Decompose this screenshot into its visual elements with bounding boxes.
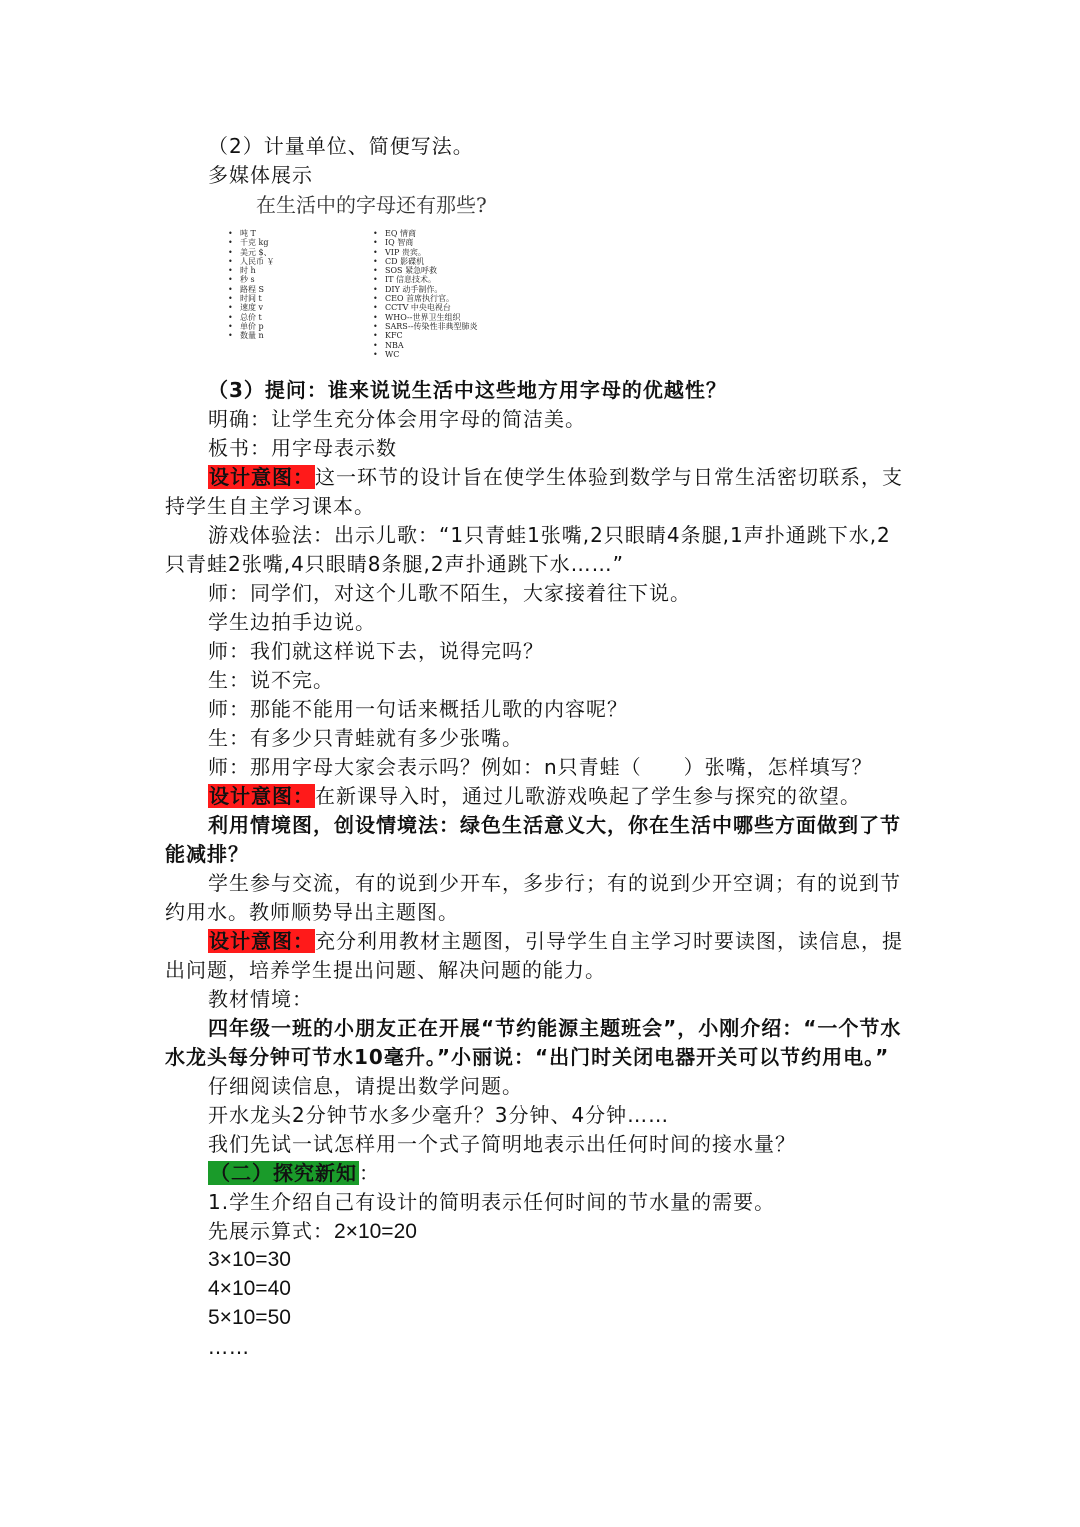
design-intent-label: 设计意图： (209, 465, 314, 489)
slide-list-item: • CD 影碟机 (373, 257, 477, 266)
situation-paragraph-cont: 能减排？ (165, 842, 249, 866)
slide-list-item: • SARS--传染性非典型肺炎 (373, 322, 477, 331)
slide-title: 在生活中的字母还有那些? (256, 193, 487, 217)
unit-heading: （2）计量单位、简便写法。 (208, 134, 474, 158)
slide-list-item: • 秒 s (228, 275, 275, 284)
slide-list-item: • CCTV 中央电视台 (373, 303, 477, 312)
design-intent-label: 设计意图： (209, 929, 314, 953)
slide-right-list (373, 229, 477, 359)
board-text: 板书：用字母表示数 (208, 436, 397, 460)
design-intent-text: 这一环节的设计旨在使学生体验到数学与日常生活密切联系，支 (315, 465, 903, 489)
section-heading (208, 1159, 380, 1187)
design-intent-3-cont: 出问题，培养学生提出问题、解决问题的能力。 (165, 958, 606, 982)
design-intent-1 (208, 463, 903, 491)
student-line-2: 生：说不完。 (208, 668, 334, 692)
slide-list-item: • IQ 智商 (373, 238, 477, 247)
equation-3: 4×10=40 (208, 1277, 291, 1300)
slide-list-item: • IT 信息技术。 (373, 275, 477, 284)
item-1: 1.学生介绍自己有设计的简明表示任何时间的节水量的需要。 (208, 1190, 776, 1214)
slide-list-item: • VIP 贵宾。 (373, 248, 477, 257)
ellipsis: …… (208, 1335, 250, 1359)
student-line-3: 生：有多少只青蛙就有多少张嘴。 (208, 726, 523, 750)
slide-list-item: • KFC (373, 331, 477, 340)
slide-list-item: • WHO--世界卫生组织 (373, 313, 477, 322)
slide-list-item: • SOS 紧急呼救 (373, 266, 477, 275)
design-intent-1-cont: 持学生自主学习课本。 (165, 494, 375, 518)
slide-list-item: • CEO 首席执行官。 (373, 294, 477, 303)
slide-list-item: • NBA (373, 341, 477, 350)
share-paragraph-cont: 约用水。教师顺势导出主题图。 (165, 900, 459, 924)
show-equation-line (208, 1217, 417, 1246)
slide-list-item: • DIY 动手制作。 (373, 285, 477, 294)
water-question: 开水龙头2分钟节水多少毫升？3分钟、4分钟…… (208, 1103, 670, 1127)
show-prefix: 先展示算式： (208, 1219, 334, 1243)
slide-list-item: • 速度 v (228, 303, 275, 312)
section-2-colon: ： (359, 1161, 380, 1185)
multimedia-label: 多媒体展示 (208, 163, 313, 187)
slide-list-item: • 单价 p (228, 322, 275, 331)
try-it-text: 我们先试一试怎样用一个式子简明地表示出任何时间的接水量？ (208, 1132, 796, 1156)
slide-list-item: • 美元 $、 (228, 248, 275, 257)
equation-2: 3×10=30 (208, 1248, 291, 1271)
slide-list-item: • 人民币 ￥ (228, 257, 275, 266)
design-intent-2 (208, 782, 861, 810)
equation-4: 5×10=50 (208, 1306, 291, 1329)
teacher-line-4: 师：那用字母大家会表示吗？例如：n只青蛙（ ）张嘴，怎样填写？ (208, 755, 873, 779)
slide-list-item: • 数量 n (228, 331, 275, 340)
slide-list-item: • 时间 t (228, 294, 275, 303)
clarify-text: 明确：让学生充分体会用字母的简洁美。 (208, 407, 586, 431)
design-intent-label: 设计意图： (209, 784, 314, 808)
slide-list-item: • 千克 kg (228, 238, 275, 247)
slide-left-list (228, 229, 275, 341)
slide-list-item: • 路程 S (228, 285, 275, 294)
slide-list-item: • EQ 情商 (373, 229, 477, 238)
read-instruction: 仔细阅读信息，请提出数学问题。 (208, 1074, 523, 1098)
slide-list-item: • WC (373, 350, 477, 359)
situation-paragraph: 利用情境图，创设情境法：绿色生活意义大，你在生活中哪些方面做到了节 (208, 813, 901, 837)
teacher-line-2: 师：我们就这样说下去，说得完吗？ (208, 639, 544, 663)
game-paragraph-cont: 只青蛙2张嘴,4只眼睛8条腿,2声扑通跳下水……” (165, 552, 624, 576)
teacher-line-1: 师：同学们，对这个儿歌不陌生，大家接着往下说。 (208, 581, 691, 605)
slide-list-item: • 总价 t (228, 313, 275, 322)
equation-1: 2×10=20 (334, 1220, 417, 1243)
design-intent-text: 在新课导入时，通过儿歌游戏唤起了学生参与探究的欲望。 (315, 784, 861, 808)
story-paragraph: 四年级一班的小朋友正在开展“节约能源主题班会”，小刚介绍：“一个节水 (208, 1016, 902, 1040)
slide-list-item: • 吨 T (228, 229, 275, 238)
teacher-line-3: 师：那能不能用一句话来概括儿歌的内容呢？ (208, 697, 628, 721)
story-paragraph-cont: 水龙头每分钟可节水10毫升。”小丽说：“出门时关闭电器开关可以节约用电。” (165, 1045, 890, 1069)
student-line-1: 学生边拍手边说。 (208, 610, 376, 634)
section-2-label: （二）探究新知 (210, 1161, 357, 1185)
material-label: 教材情境： (208, 987, 313, 1011)
game-paragraph: 游戏体验法：出示儿歌：“1只青蛙1张嘴,2只眼睛4条腿,1声扑通跳下水,2 (208, 523, 891, 547)
share-paragraph: 学生参与交流，有的说到少开车，多步行；有的说到少开空调；有的说到节 (208, 871, 901, 895)
design-intent-text: 充分利用教材主题图，引导学生自主学习时要读图，读信息，提 (315, 929, 903, 953)
question-3: （3）提问：谁来说说生活中这些地方用字母的优越性？ (208, 378, 727, 402)
design-intent-3 (208, 927, 903, 955)
slide-list-item: • 时 h (228, 266, 275, 275)
